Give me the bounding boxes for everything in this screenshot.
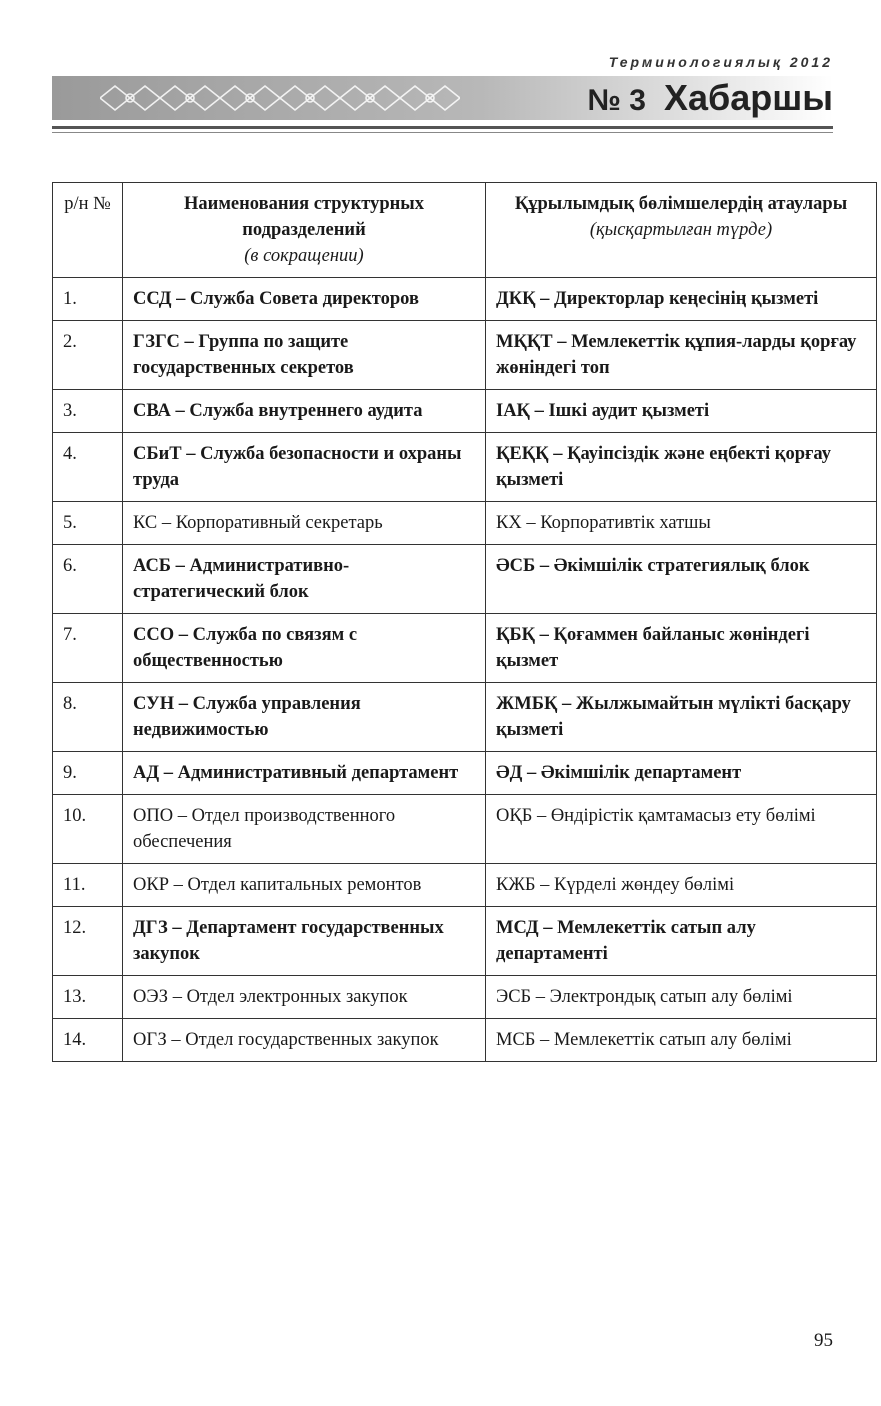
table-row — [53, 545, 877, 614]
row-number: 1. — [53, 278, 123, 321]
row-ru-term: КС – Корпоративный секретарь — [123, 502, 486, 545]
table-row — [53, 864, 877, 907]
table-row — [53, 614, 877, 683]
col-header-number: р/н № — [53, 183, 123, 278]
row-number: 12. — [53, 907, 123, 976]
row-number: 11. — [53, 864, 123, 907]
table-row — [53, 278, 877, 321]
issue-label — [588, 76, 834, 120]
row-ru-term: СУН – Служба управления недвижимостью — [123, 683, 486, 752]
row-ru-term: СБиТ – Служба безопасности и охраны труда — [123, 433, 486, 502]
row-kz-term: МСБ – Мемлекеттік сатып алу бөлімі — [486, 1019, 877, 1062]
row-number: 10. — [53, 795, 123, 864]
row-kz-term: ӘСБ – Әкімшілік стратегиялық блок — [486, 545, 877, 614]
col-header-kz-title: Құрылымдық бөлімшелердің атаулары — [514, 194, 848, 214]
row-number: 14. — [53, 1019, 123, 1062]
table-row — [53, 1019, 877, 1062]
row-kz-term: ЭСБ – Электрондық сатып алу бөлімі — [486, 976, 877, 1019]
col-header-ru-title: Наименования структурных подразделений — [184, 194, 424, 240]
page-number: 95 — [814, 1330, 833, 1351]
row-number: 3. — [53, 390, 123, 433]
row-kz-term: ҚЕҚҚ – Қауіпсіздік және еңбекті қорғау қызметі — [486, 433, 877, 502]
col-header-kz — [486, 183, 877, 278]
row-number: 7. — [53, 614, 123, 683]
journal-year: 2012 — [789, 54, 833, 70]
row-ru-term: ОЭЗ – Отдел электронных закупок — [123, 976, 486, 1019]
row-kz-term: МСД – Мемлекеттік сатып алу департаменті — [486, 907, 877, 976]
row-ru-term: ОКР – Отдел капитальных ремонтов — [123, 864, 486, 907]
row-kz-term: ӘД – Әкімшілік департамент — [486, 752, 877, 795]
col-header-kz-sub: (қысқартылған түрде) — [589, 220, 773, 240]
row-ru-term: ГЗГС – Группа по защите государственных секретов — [123, 321, 486, 390]
row-ru-term: ОПО – Отдел производственного обеспечения — [123, 795, 486, 864]
ornament-pattern — [100, 80, 460, 116]
table-row — [53, 390, 877, 433]
table-row — [53, 502, 877, 545]
table-row — [53, 907, 877, 976]
row-ru-term: ОГЗ – Отдел государственных закупок — [123, 1019, 486, 1062]
row-ru-term: ССО – Служба по связям с общественностью — [123, 614, 486, 683]
row-number: 5. — [53, 502, 123, 545]
row-ru-term: СВА – Служба внутреннего аудита — [123, 390, 486, 433]
table-row — [53, 321, 877, 390]
col-header-ru-sub: (в сокращении) — [244, 246, 364, 266]
terms-table — [52, 182, 877, 1062]
row-number: 6. — [53, 545, 123, 614]
row-number: 8. — [53, 683, 123, 752]
row-kz-term: ІАҚ – Ішкі аудит қызметі — [486, 390, 877, 433]
row-ru-term: АСБ – Административно-стратегический блок — [123, 545, 486, 614]
table-row — [53, 683, 877, 752]
row-number: 2. — [53, 321, 123, 390]
table-row — [53, 976, 877, 1019]
table-row — [53, 795, 877, 864]
header-rule — [52, 126, 833, 129]
journal-title-line — [609, 54, 833, 70]
issue-word: Хабаршы — [663, 77, 833, 118]
table-row — [53, 433, 877, 502]
journal-name: Терминологиялық — [608, 54, 783, 70]
header-rule-thin — [52, 132, 833, 133]
row-number: 4. — [53, 433, 123, 502]
row-kz-term: ДКҚ – Директорлар кеңесінің қызметі — [486, 278, 877, 321]
table-header-row — [53, 183, 877, 278]
row-ru-term: ДГЗ – Департамент государственных закупок — [123, 907, 486, 976]
row-number: 13. — [53, 976, 123, 1019]
row-kz-term: МҚҚТ – Мемлекеттік құпия-ларды қорғау жөніндегі топ — [486, 321, 877, 390]
row-kz-term: ҚБҚ – Қоғаммен байланыс жөніндегі қызмет — [486, 614, 877, 683]
row-ru-term: ССД – Служба Совета директоров — [123, 278, 486, 321]
row-kz-term: КХ – Корпоративтік хатшы — [486, 502, 877, 545]
issue-number: № 3 — [587, 84, 646, 117]
journal-header — [0, 0, 881, 160]
row-ru-term: АД – Административный департамент — [123, 752, 486, 795]
table-row — [53, 752, 877, 795]
row-number: 9. — [53, 752, 123, 795]
row-kz-term: ОҚБ – Өндірістік қамтамасыз ету бөлімі — [486, 795, 877, 864]
row-kz-term: ЖМБҚ – Жылжымайтын мүлікті басқару қызметі — [486, 683, 877, 752]
col-header-ru — [123, 183, 486, 278]
row-kz-term: КЖБ – Күрделі жөндеу бөлімі — [486, 864, 877, 907]
